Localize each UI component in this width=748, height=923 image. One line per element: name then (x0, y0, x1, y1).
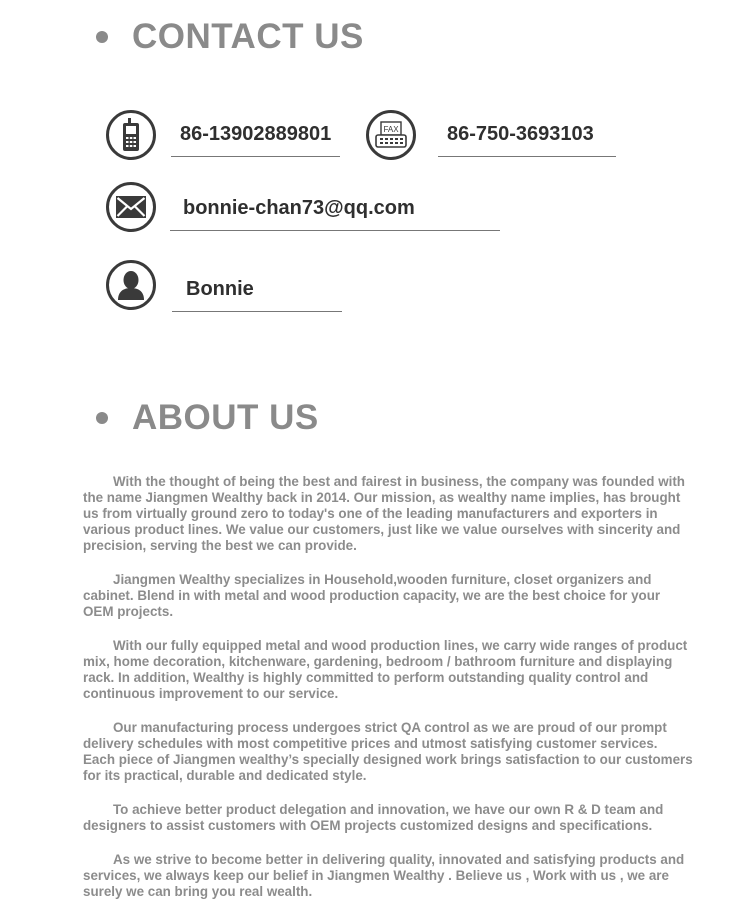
about-paragraph: Jiangmen Wealthy specializes in Household,wooden furniture, closet organizers and cabinet. Blend in with metal and wood production capacity, we are the best choice for your OEM projects. (83, 572, 661, 619)
mobile-field (171, 112, 340, 157)
about-title: ABOUT US (132, 398, 319, 437)
bullet-icon (96, 31, 108, 43)
bullet-icon (96, 412, 108, 424)
about-paragraph: With the thought of being the best and fairest in business, the company was founded with the name Jiangmen Wealthy back in 2014. Our mission, as wealthy name implies, has brought us from virtually ground zero to today's one of the leading manufacturers and exporters in various product lines. We value our customers, just like we value ourselves with sincerity and precision, serving the best we can provide. (83, 474, 685, 553)
fax-icon (366, 110, 416, 160)
about-paragraph: To achieve better product delegation and innovation, we have our own R & D team and designers to assist customers with OEM projects customized designs and specifications. (83, 802, 664, 833)
person-icon (106, 260, 156, 310)
about-paragraph: With our fully equipped metal and wood production lines, we carry wide ranges of product mix, home decoration, kitchenware, gardening, bedroom / bathroom furniture and displaying rack. In addition, Wealthy is highly committed to perform outstanding quality control and continuous improvement to our service. (83, 638, 688, 701)
contact-heading (96, 17, 364, 57)
fax-icon-label: FAX (383, 125, 399, 134)
email-address[interactable]: bonnie-chan73@qq.com (183, 197, 415, 219)
name-field (172, 267, 342, 312)
email-field (170, 186, 500, 231)
about-paragraph: Our manufacturing process undergoes strict QA control as we are proud of our prompt delivery schedules with most competitive prices and utmost satisfying customer services. Each piece of Jiangmen wealthy’s specially designed work brings satisfaction to our customers for its practical, durable and dedicated style. (83, 720, 693, 783)
fax-number: 86-750-3693103 (447, 123, 594, 145)
about-paragraph: As we strive to become better in delivering quality, innovated and satisfying products and services, we always keep our belief in Jiangmen Wealthy . Believe us , Work with us , we are surely we can bring you real wealth. (83, 852, 685, 899)
mobile-phone-icon (106, 110, 156, 160)
person-contact (106, 260, 156, 310)
fax-field (438, 112, 616, 157)
fax-contact (366, 110, 416, 160)
mobile-number: 86-13902889801 (180, 123, 332, 145)
email-contact (106, 182, 156, 232)
about-heading (96, 398, 319, 438)
about-body (83, 474, 693, 918)
mobile-contact (106, 110, 156, 160)
envelope-icon (106, 182, 156, 232)
contact-title: CONTACT US (132, 17, 364, 56)
contact-name: Bonnie (186, 278, 254, 300)
